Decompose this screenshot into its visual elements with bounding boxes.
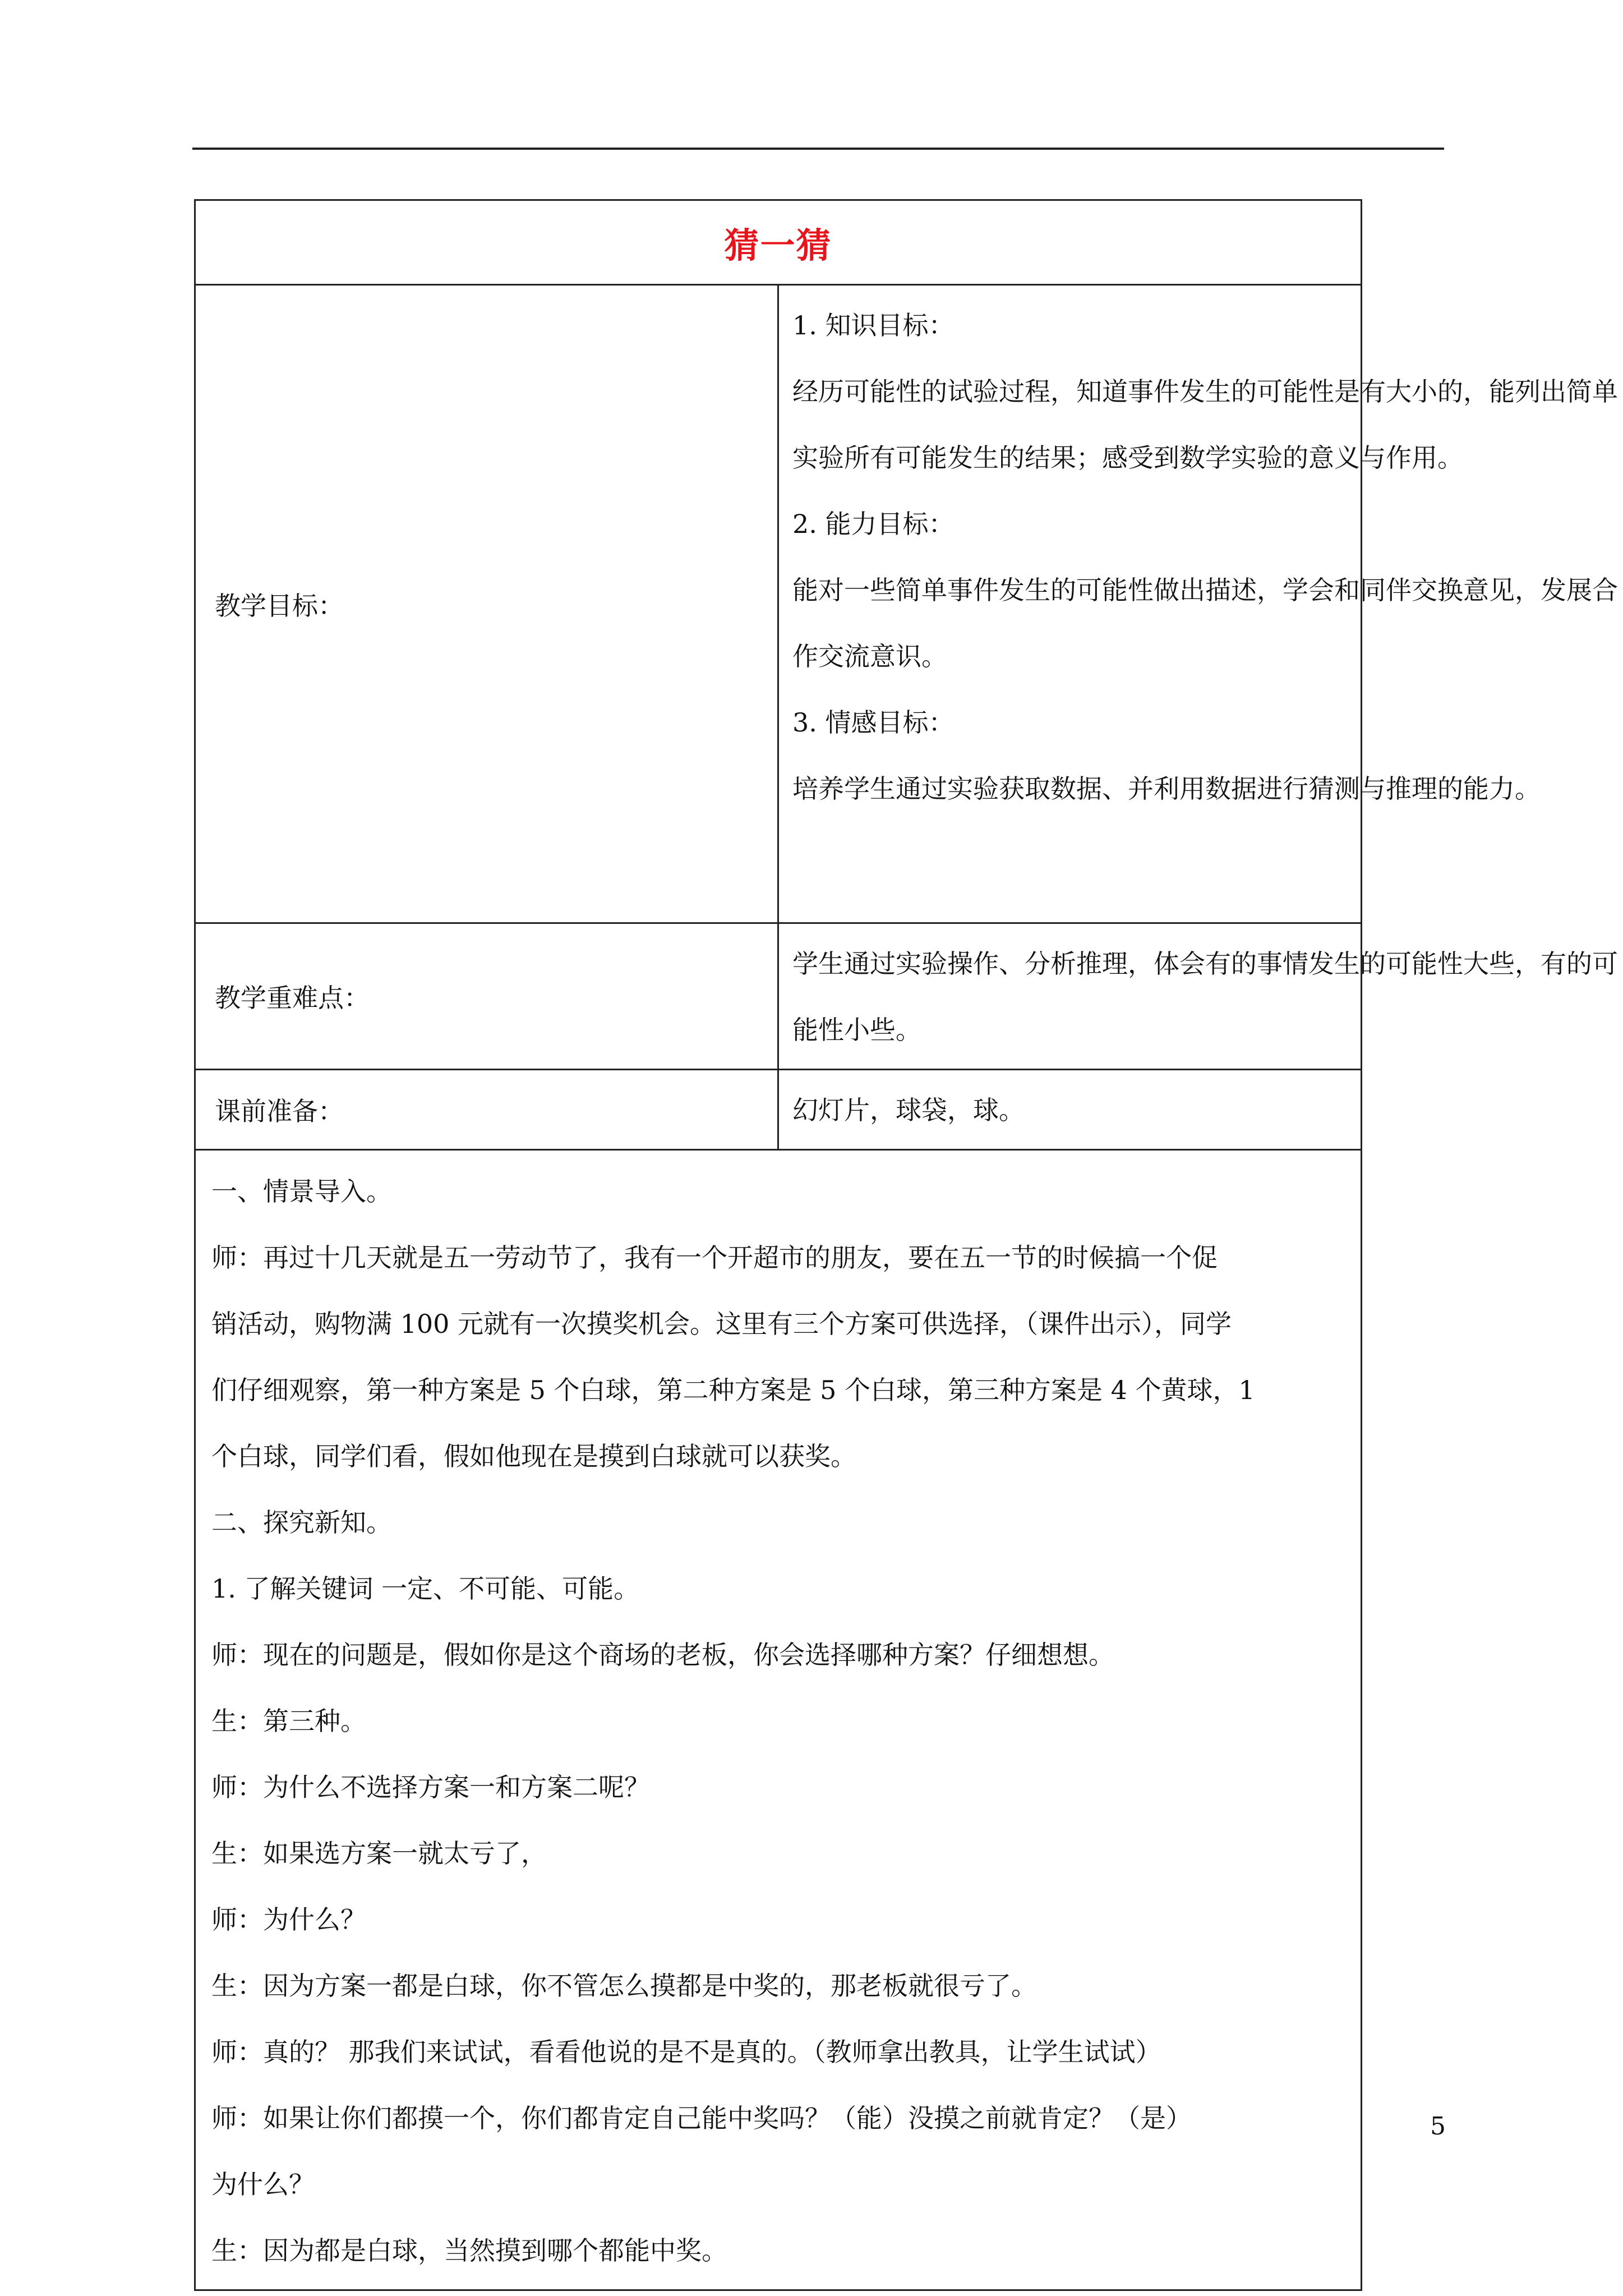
lesson-line: 师：如果让你们都摸一个，你们都肯定自己能中奖吗？（能）没摸之前就肯定？（是） xyxy=(211,2103,1192,2133)
lesson-line: 师：现在的问题是，假如你是这个商场的老板，你会选择哪种方案？仔细想想。 xyxy=(211,1640,1114,1670)
lesson-line: 个白球，同学们看，假如他现在是摸到白球就可以获奖。 xyxy=(211,1441,856,1471)
lesson-line: 1. 了解关键词 一定、不可能、可能。 xyxy=(211,1573,640,1604)
preparation-row xyxy=(195,1070,1362,1150)
objectives-label: 教学目标： xyxy=(195,285,778,923)
objective-heading-knowledge: 1. 知识目标： xyxy=(792,310,955,341)
section-heading-explore: 二、探究新知。 xyxy=(211,1507,392,1538)
objective-line: 培养学生通过实验获取数据、并利用数据进行猜测与推理的能力。 xyxy=(792,774,1541,804)
preparation-content xyxy=(778,1070,1362,1150)
objective-line: 实验所有可能发生的结果；感受到数学实验的意义与作用。 xyxy=(792,443,1463,473)
objectives-content xyxy=(778,285,1618,923)
lesson-line: 生：因为方案一都是白球，你不管怎么摸都是中奖的，那老板就很亏了。 xyxy=(211,1971,1037,2001)
lesson-line: 生：如果选方案一就太亏了， xyxy=(211,1838,547,1869)
preparation-label: 课前准备： xyxy=(195,1070,778,1150)
lesson-line: 师：为什么不选择方案一和方案二呢？ xyxy=(211,1772,650,1802)
section-heading-intro: 一、情景导入。 xyxy=(211,1176,392,1207)
lesson-line: 师：为什么？ xyxy=(211,1904,366,1935)
lesson-plan-table xyxy=(194,199,1618,2291)
header-rule xyxy=(192,148,1444,150)
lesson-line: 为什么？ xyxy=(211,2169,315,2200)
lesson-process xyxy=(195,1150,1362,2290)
page-number: 5 xyxy=(1430,2112,1446,2141)
objectives-row xyxy=(195,285,1362,923)
objective-line: 作交流意识。 xyxy=(792,641,947,671)
difficulties-label: 教学重难点： xyxy=(195,923,778,1070)
objective-line: 能对一些简单事件发生的可能性做出描述，学会和同伴交换意见，发展合 xyxy=(792,575,1618,605)
lesson-line: 们仔细观察，第一种方案是 5 个白球，第二种方案是 5 个白球，第三种方案是 4 个黄球，1 xyxy=(211,1375,1255,1405)
lesson-line: 生：因为都是白球，当然摸到哪个都能中奖。 xyxy=(211,2235,727,2266)
lesson-line: 师：真的？ 那我们来试试，看看他说的是不是真的。（教师拿出教具，让学生试试） xyxy=(211,2037,1161,2067)
lesson-line: 生：第三种。 xyxy=(211,1706,366,1736)
document-title: 猜一猜 xyxy=(195,200,1362,285)
difficulty-line: 能性小些。 xyxy=(792,1015,921,1045)
difficulties-content xyxy=(778,923,1618,1070)
preparation-text: 幻灯片，球袋，球。 xyxy=(792,1095,1025,1125)
difficulty-line: 学生通过实验操作、分析推理，体会有的事情发生的可能性大些，有的可 xyxy=(792,949,1618,979)
lesson-line: 销活动，购物满 100 元就有一次摸奖机会。这里有三个方案可供选择，（课件出示），同学 xyxy=(211,1309,1232,1339)
objective-heading-emotion: 3. 情感目标： xyxy=(792,707,955,738)
lesson-line: 师：再过十几天就是五一劳动节了，我有一个开超市的朋友，要在五一节的时候搞一个促 xyxy=(211,1243,1218,1273)
objective-heading-ability: 2. 能力目标： xyxy=(792,509,955,539)
difficulties-row xyxy=(195,923,1362,1070)
lesson-process-row xyxy=(195,1150,1362,2290)
objective-line: 经历可能性的试验过程，知道事件发生的可能性是有大小的，能列出简单 xyxy=(792,376,1618,407)
